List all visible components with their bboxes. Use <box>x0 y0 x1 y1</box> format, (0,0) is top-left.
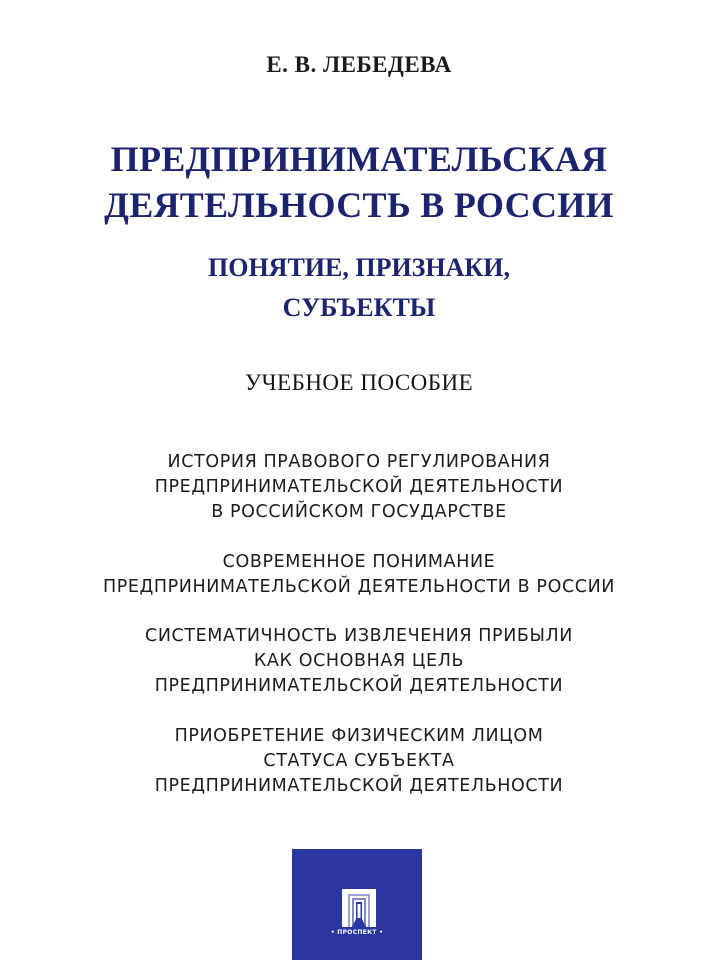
book-subtitle <box>0 248 718 328</box>
publication-type: УЧЕБНОЕ ПОСОБИЕ <box>244 370 474 395</box>
topic-line: КАК ОСНОВНАЯ ЦЕЛЬ <box>253 651 465 671</box>
topic-line: ПРЕДПРИНИМАТЕЛЬСКОЙ ДЕЯТЕЛЬНОСТИ <box>154 676 564 696</box>
subtitle-line: СУБЪЕКТЫ <box>282 293 436 322</box>
title-line: ПРЕДПРИНИМАТЕЛЬСКАЯ <box>110 139 608 179</box>
topic-line: ПРИОБРЕТЕНИЕ ФИЗИЧЕСКИМ ЛИЦОМ <box>174 726 544 746</box>
publisher-name: • ПРОСПЕКТ • <box>330 929 384 936</box>
topic-line: ИСТОРИЯ ПРАВОВОГО РЕГУЛИРОВАНИЯ <box>167 452 551 472</box>
topic-block <box>0 550 718 600</box>
topic-line: СТАТУСА СУБЪЕКТА <box>263 751 455 771</box>
author-name: Е. В. ЛЕБЕДЕВА <box>266 52 452 77</box>
book-title <box>0 136 718 228</box>
topic-block <box>0 724 718 799</box>
topic-line: ПРЕДПРИНИМАТЕЛЬСКОЙ ДЕЯТЕЛЬНОСТИ В РОССИИ <box>103 577 615 597</box>
subtitle-line: ПОНЯТИЕ, ПРИЗНАКИ, <box>208 253 510 282</box>
topic-line: ПРЕДПРИНИМАТЕЛЬСКОЙ ДЕЯТЕЛЬНОСТИ <box>154 776 564 796</box>
topic-line: СОВРЕМЕННОЕ ПОНИМАНИЕ <box>222 552 496 572</box>
title-line: ДЕЯТЕЛЬНОСТЬ В РОССИИ <box>104 185 614 225</box>
archway-logo-icon <box>342 889 376 927</box>
topic-line: ПРЕДПРИНИМАТЕЛЬСКОЙ ДЕЯТЕЛЬНОСТИ <box>154 477 564 497</box>
topic-line: В РОССИЙСКОМ ГОСУДАРСТВЕ <box>211 502 507 522</box>
publisher-logo-block <box>292 849 422 960</box>
topic-block <box>0 450 718 525</box>
topic-block <box>0 624 718 699</box>
topic-line: СИСТЕМАТИЧНОСТЬ ИЗВЛЕЧЕНИЯ ПРИБЫЛИ <box>145 626 573 646</box>
